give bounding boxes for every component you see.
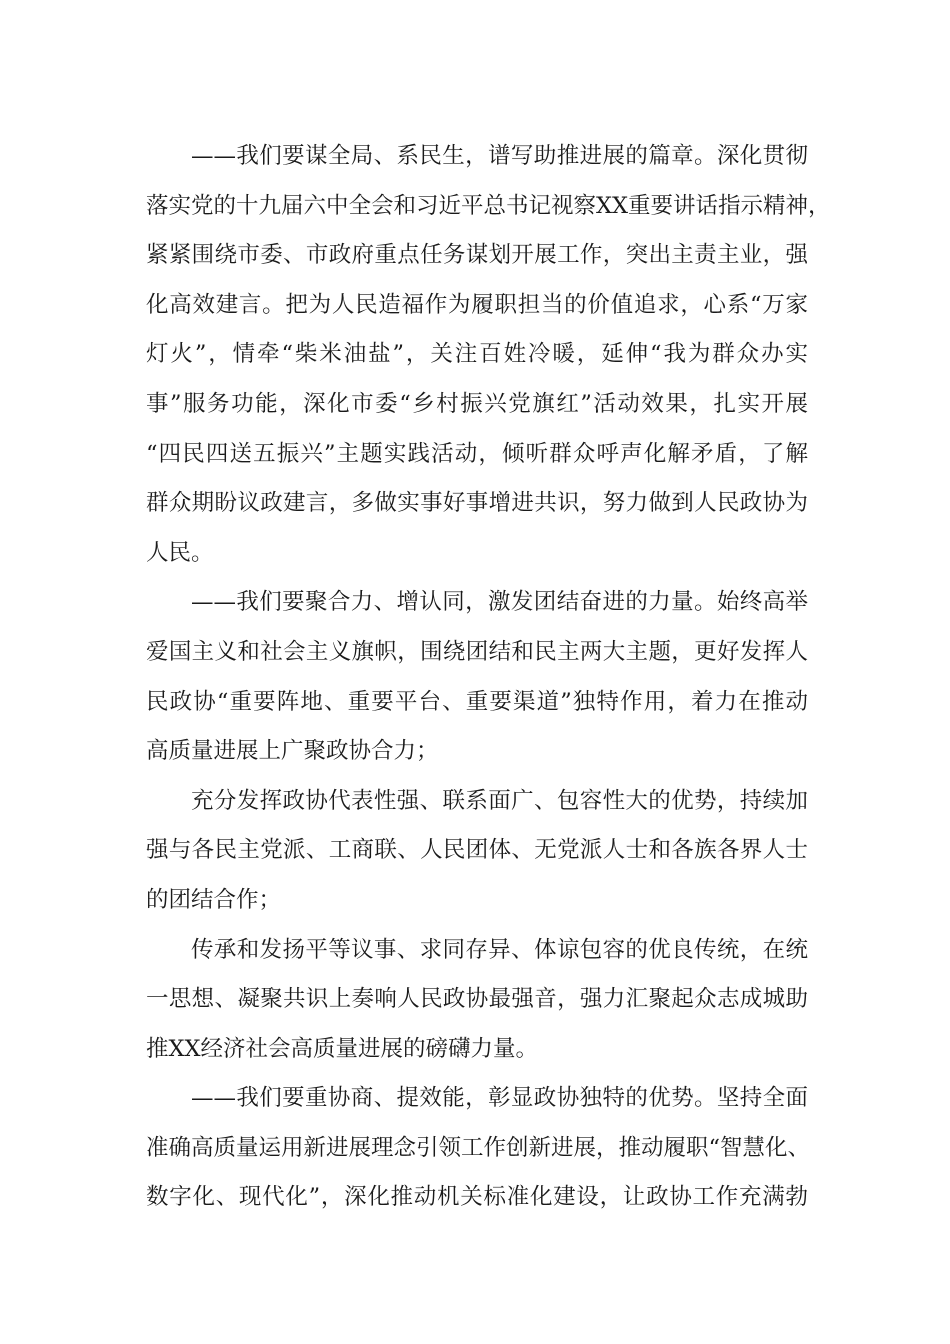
text-line: 民政协“重要阵地、重要平台、重要渠道”独特作用，着力在推动 (146, 688, 808, 715)
text-line: 强与各民主党派、工商联、人民团体、无党派人士和各族各界人士 (146, 837, 808, 864)
text-line: 群众期盼议政建言，多做实事好事增进共识，努力做到人民政协为 (146, 490, 808, 517)
text-line: 灯火”，情牵“柴米油盐”，关注百姓冷暖，延伸“我为群众办实 (146, 341, 808, 368)
document-body (146, 132, 831, 1223)
text-line: 人民。 (146, 539, 214, 566)
text-line: 充分发挥政协代表性强、联系面广、包容性大的优势，持续加 (191, 787, 808, 814)
text-line: 落实党的十九届六中全会和习近平总书记视察XX重要讲话指示精神， (146, 192, 831, 219)
text-line: 一思想、凝聚共识上奏响人民政协最强音，强力汇聚起众志成城助 (146, 986, 808, 1013)
text-line: 事”服务功能，深化市委“乡村振兴党旗红”活动效果，扎实开展 (146, 390, 808, 417)
text-line: 高质量进展上广聚政协合力； (146, 738, 439, 765)
text-line: ——我们要谋全局、系民生，谱写助推进展的篇章。深化贯彻 (191, 143, 808, 169)
text-line: ——我们要聚合力、增认同，激发团结奋进的力量。始终高举 (191, 589, 808, 616)
text-line: ——我们要重协商、提效能，彰显政协独特的优势。坚持全面 (191, 1085, 808, 1112)
text-line: 推XX经济社会高质量进展的磅礴力量。 (146, 1035, 539, 1062)
text-line: 化高效建言。把为人民造福作为履职担当的价值追求，心系“万家 (146, 291, 808, 318)
text-line: 准确高质量运用新进展理念引领工作创新进展，推动履职“智慧化、 (146, 1134, 811, 1161)
text-line: 爱国主义和社会主义旗帜，围绕团结和民主两大主题，更好发挥人 (146, 638, 808, 665)
text-line: 传承和发扬平等议事、求同存异、体谅包容的优良传统，在统 (191, 936, 808, 963)
text-line: 数字化、现代化”，深化推动机关标准化建设，让政协工作充满勃 (146, 1184, 808, 1211)
text-line: 紧紧围绕市委、市政府重点任务谋划开展工作，突出主责主业，强 (146, 242, 808, 269)
text-line: 的团结合作； (146, 886, 282, 913)
text-line: “四民四送五振兴”主题实践活动，倾听群众呼声化解矛盾，了解 (146, 440, 808, 467)
